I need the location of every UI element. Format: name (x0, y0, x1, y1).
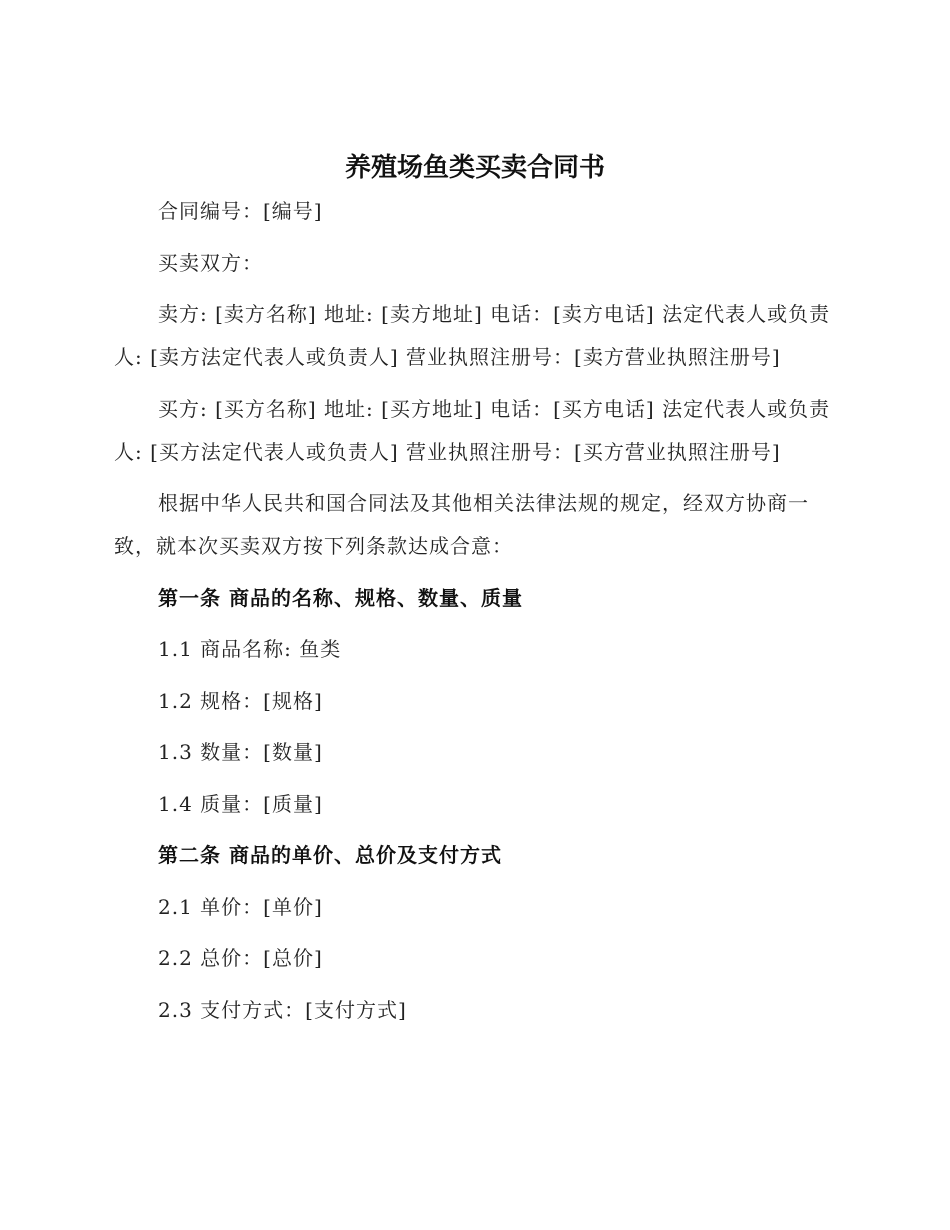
contract-number: 合同编号：[编号] (158, 199, 323, 223)
parties-intro: 买卖双方： (158, 250, 263, 275)
preamble: 根据中华人民共和国合同法及其他相关法律法规的规定，经双方协商一致，就本次买卖双方按下列条款达成合意： (114, 491, 809, 558)
article-1-heading: 第一条 商品的名称、规格、数量、质量 (158, 585, 523, 610)
article-1-item: 1.2 规格：[规格] (158, 688, 323, 713)
document-body (114, 190, 838, 1040)
seller-info: 卖方: [卖方名称] 地址: [卖方地址] 电话：[卖方电话] 法定代表人或负责人: [卖方法定代表人或负责人] 营业执照注册号：[卖方营业执照注册号] (114, 302, 831, 369)
article-2-item: 2.3 支付方式：[支付方式] (158, 997, 407, 1022)
article-2-item: 2.1 单价：[单价] (158, 894, 323, 919)
article-2-item: 2.2 总价：[总价] (158, 946, 323, 970)
article-1-item: 1.3 数量：[数量] (158, 740, 323, 764)
document-title: 养殖场鱼类买卖合同书 (344, 153, 605, 183)
buyer-info: 买方: [买方名称] 地址: [买方地址] 电话：[买方电话] 法定代表人或负责人: [买方法定代表人或负责人] 营业执照注册号：[买方营业执照注册号] (114, 396, 831, 464)
article-1-item: 1.4 质量：[质量] (158, 791, 323, 816)
article-2-heading: 第二条 商品的单价、总价及支付方式 (158, 843, 502, 867)
article-1-item: 1.1 商品名称: 鱼类 (158, 637, 342, 661)
